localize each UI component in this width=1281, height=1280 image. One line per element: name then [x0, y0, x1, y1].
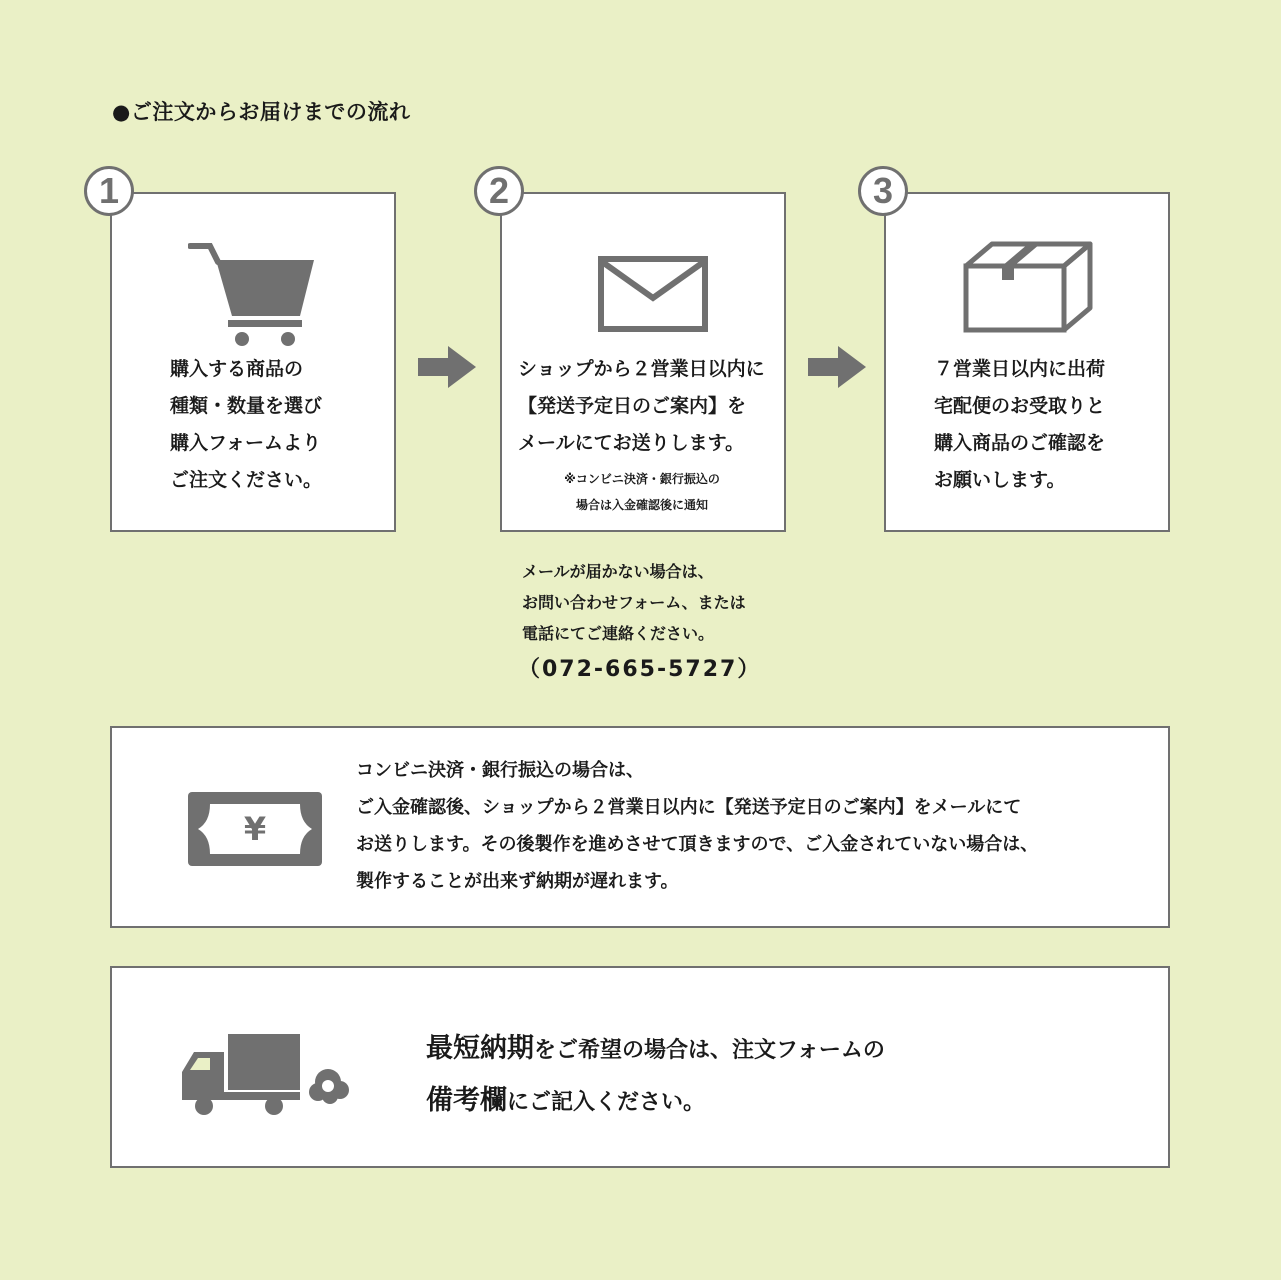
- section-title: ●ご注文からお届けまでの流れ: [112, 100, 411, 124]
- envelope-icon: [598, 256, 708, 332]
- delivery-line-1-text: をご希望の場合は、注文フォームの: [534, 1038, 885, 1063]
- package-box-icon: [962, 240, 1094, 334]
- step-2-note: ※コンビニ決済・銀行振込の 場合は入金確認後に通知: [564, 472, 720, 512]
- remarks-field-emphasis: 備考欄: [426, 1085, 507, 1116]
- shopping-cart-icon: [188, 240, 318, 350]
- step-2-text: ショップから２営業日以内に 【発送予定日のご案内】を メールにてお送りします。: [518, 358, 765, 454]
- step-1-text: 購入する商品の 種類・数量を選び 購入フォームより ご注文ください。: [170, 358, 323, 491]
- payment-info-box: [110, 726, 1170, 928]
- step-3-text: ７営業日以内に出荷 宅配便のお受取りと 購入商品のご確認を お願いします。: [934, 358, 1106, 491]
- contact-instructions: メールが届かない場合は、 お問い合わせフォーム、または 電話にてご連絡ください。: [522, 562, 746, 643]
- payment-notice-text: コンビニ決済・銀行振込の場合は、 ご入金確認後、ショップから２営業日以内に【発送予定日のご案内】をメールにて お送りします。その後製作を進めさせて頂きますので、ご入金されていない場合は、 製作することが出来ず納期が遅れます。: [356, 760, 1039, 892]
- arrow-right-icon: [808, 346, 866, 388]
- step-1-number: 1: [84, 166, 134, 216]
- delivery-line-2: [426, 1078, 705, 1117]
- yen-symbol: ¥: [243, 810, 267, 848]
- contact-phone-number: （072-665-5727）: [518, 657, 762, 682]
- delivery-line-2-text: にご記入ください。: [507, 1090, 706, 1115]
- delivery-truck-icon: [180, 1034, 352, 1118]
- step-1-card: [110, 192, 396, 532]
- delivery-line-1: [426, 1026, 885, 1065]
- step-3-card: [884, 192, 1170, 532]
- delivery-info-box: [110, 966, 1170, 1168]
- shortest-delivery-emphasis: 最短納期: [426, 1033, 534, 1064]
- yen-banknote-icon: [188, 792, 322, 866]
- step-2-card: [500, 192, 786, 532]
- step-3-number: 3: [858, 166, 908, 216]
- step-2-number: 2: [474, 166, 524, 216]
- arrow-right-icon: [418, 346, 476, 388]
